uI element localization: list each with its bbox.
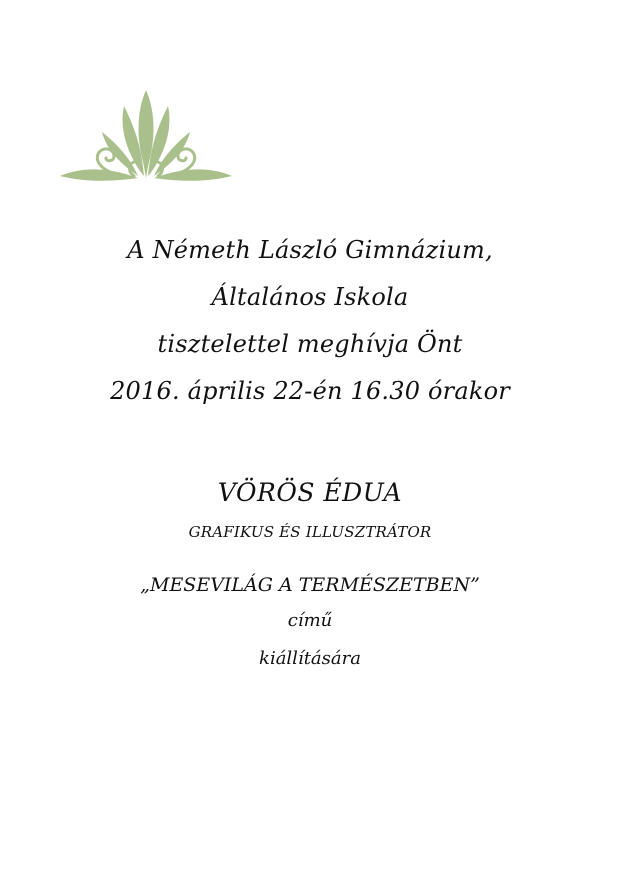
invitation-text <box>0 227 620 415</box>
artist-name: VÖRÖS ÉDUA <box>217 478 403 507</box>
school-name-line: A Németh László Gimnázium, <box>127 236 493 264</box>
event-date-line: 2016. április 22-én 16.30 órakor <box>110 377 510 405</box>
exhibition-suffix-cimu: című <box>287 610 333 631</box>
artist-title: GRAFIKUS ÉS ILLUSZTRÁTOR <box>188 523 432 541</box>
invite-phrase-line: tisztelettel meghívja Önt <box>157 330 463 358</box>
school-type-line: Általános Iskola <box>211 283 409 311</box>
leaf-ornament-icon <box>58 88 234 184</box>
exhibition-suffix-kiallitasara: kiállítására <box>259 648 361 669</box>
exhibition-title: „MESEVILÁG A TERMÉSZETBEN” <box>140 574 480 596</box>
